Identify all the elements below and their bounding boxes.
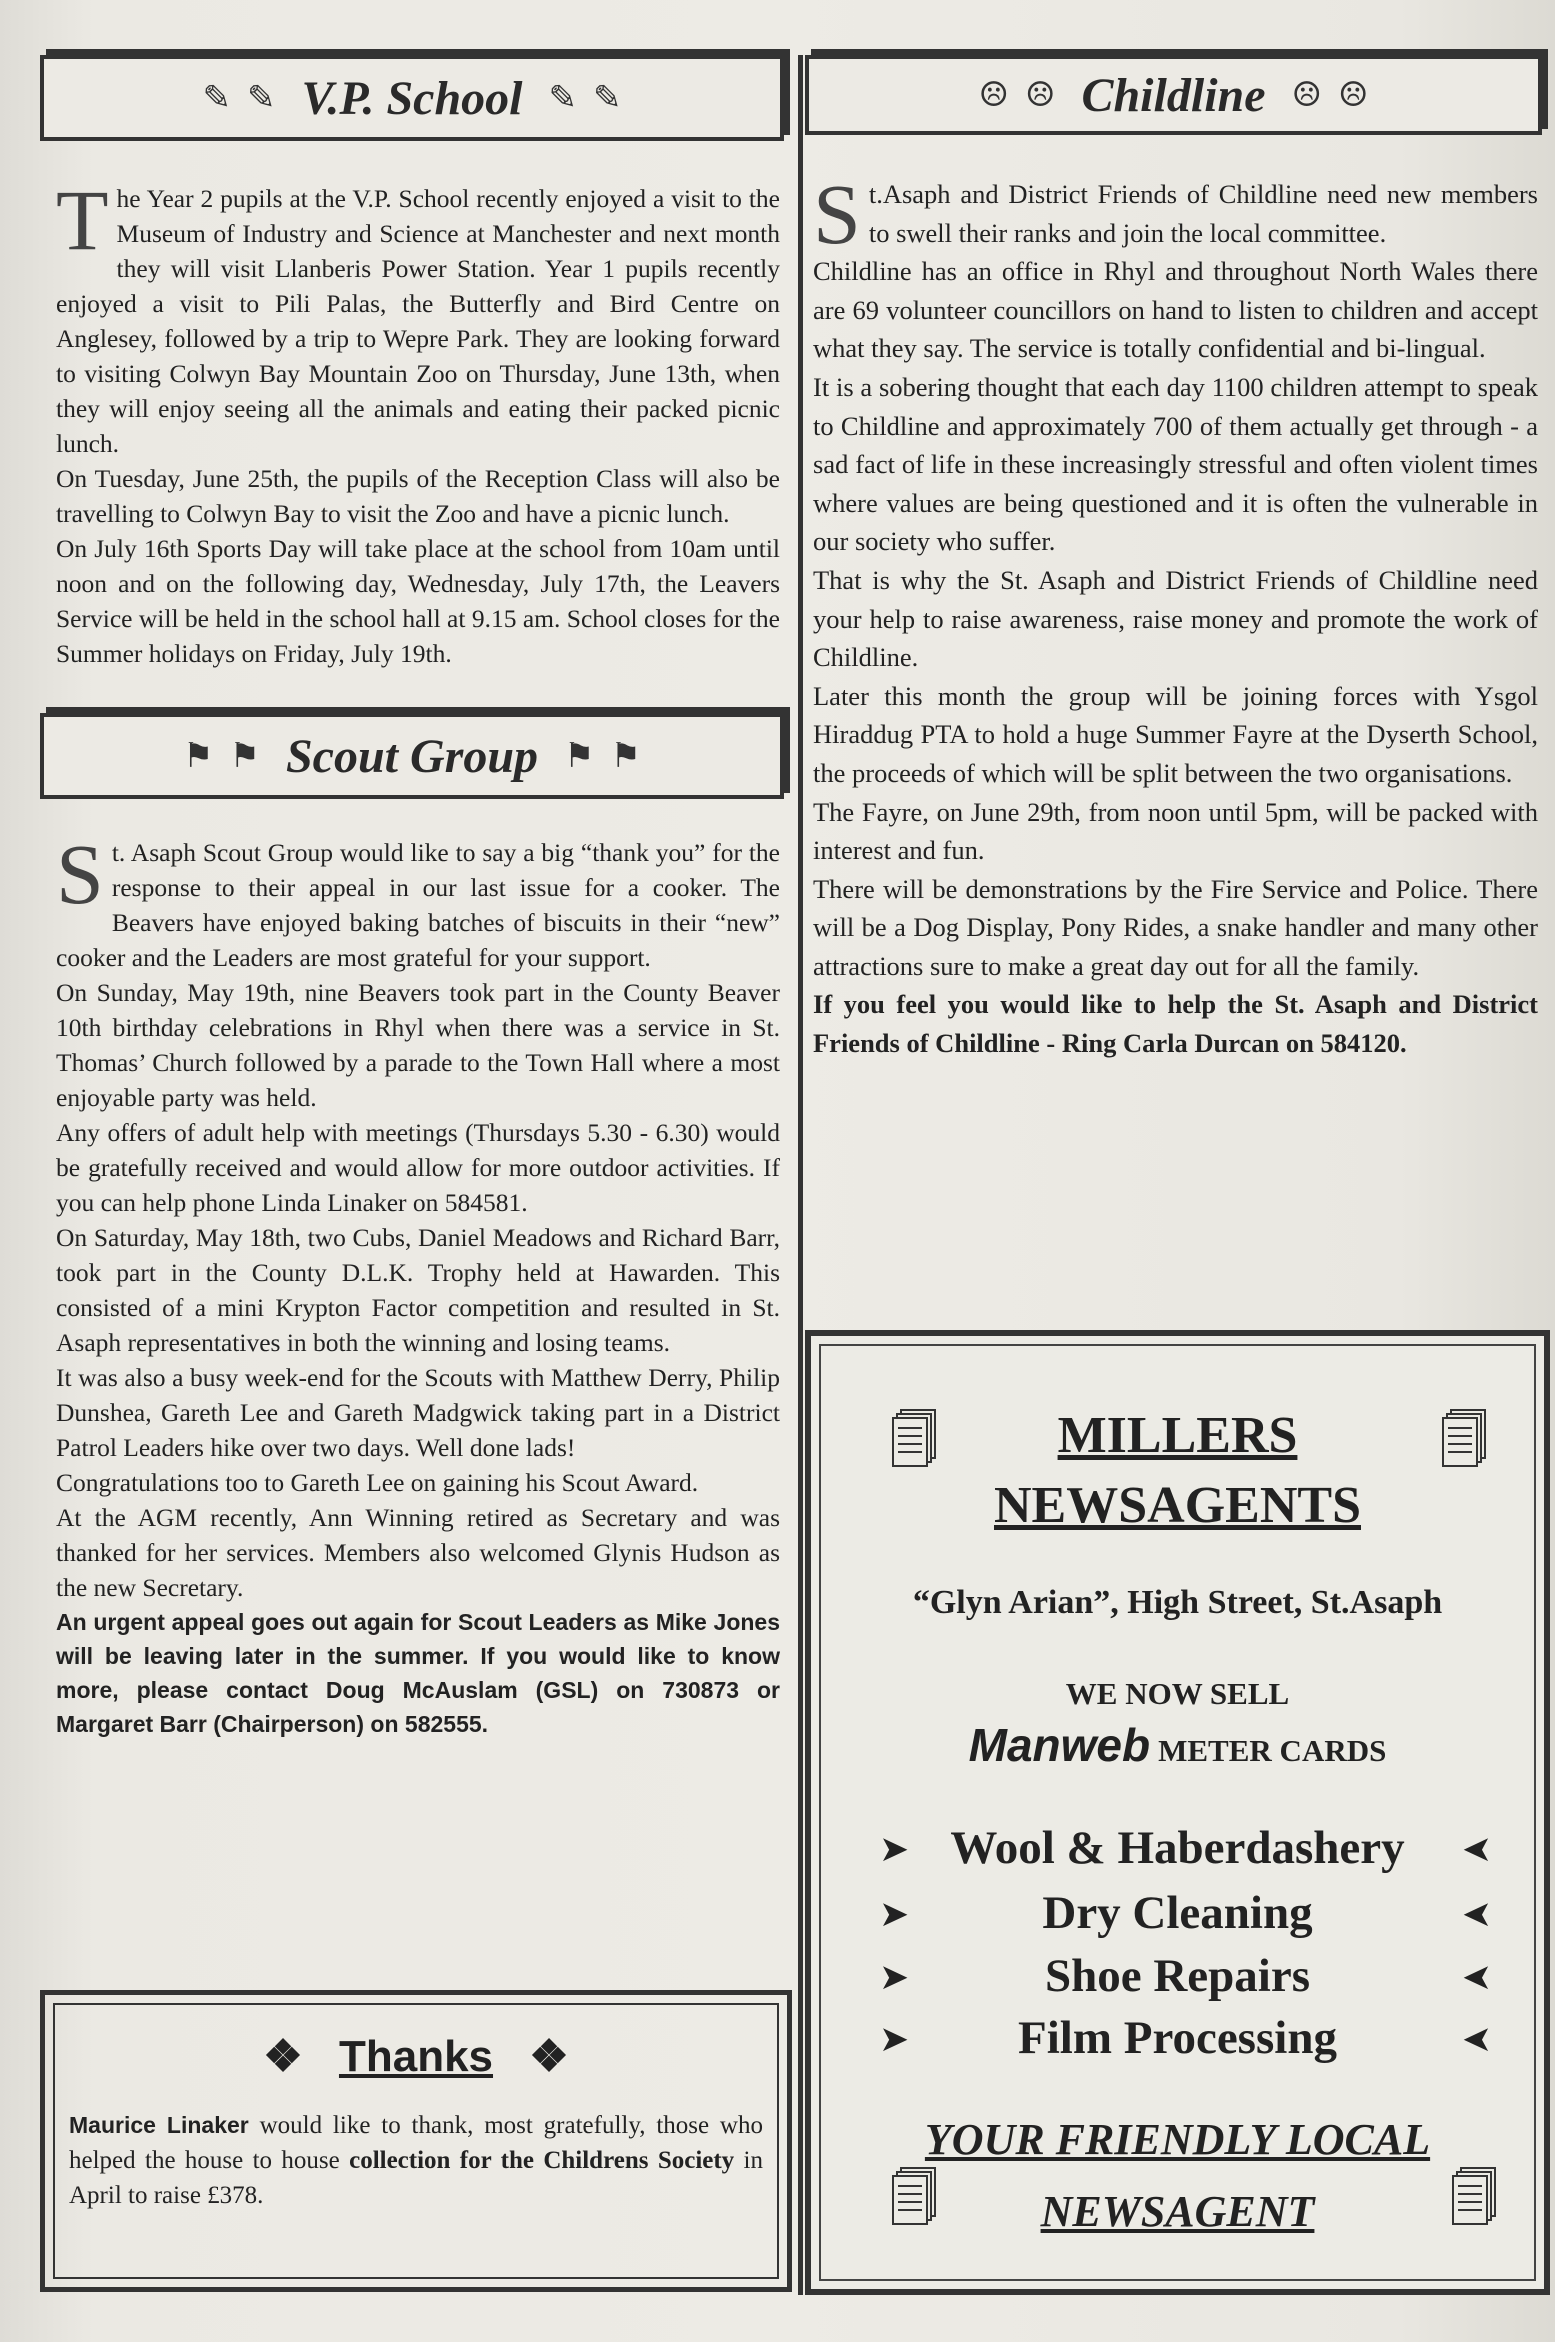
- service-label: Wool & Haberdashery: [950, 1822, 1405, 1874]
- arrowhead-icon: ➤: [879, 1894, 910, 1934]
- arrowhead-icon: ➤: [1461, 1829, 1492, 1869]
- left-column: [40, 55, 792, 1741]
- paragraph: It is a sobering thought that each day 1100 children attempt to speak to Childline and approximately 700 of them actually get through - a sad fact of life in these increasingly stressful and often violent times where values are being questioned and it is often the vulnerable in our society who suffer.: [813, 371, 1538, 557]
- drop-cap: S: [813, 166, 861, 262]
- sad-face-icon: ☹: [1338, 77, 1369, 114]
- manweb-brand: Manweb: [968, 1719, 1151, 1771]
- vp-school-article: [40, 172, 792, 671]
- thanks-name: Maurice Linaker: [69, 2112, 249, 2138]
- arrowhead-icon: ➤: [1461, 1957, 1492, 1997]
- thanks-text: in April to raise £378.: [69, 2147, 763, 2209]
- thanks-inner-frame: [53, 2003, 779, 2279]
- newspaper-stack-icon: [1451, 2166, 1499, 2228]
- thanks-bold-text: collection for the Childrens Society: [349, 2147, 735, 2174]
- right-column: [805, 55, 1550, 1063]
- service-label: Dry Cleaning: [1042, 1887, 1313, 1939]
- arrowhead-icon: ➤: [1461, 2019, 1492, 2059]
- service-item: [821, 1818, 1534, 1878]
- arrowhead-icon: ➤: [879, 1829, 910, 1869]
- diamond-icon: ❖: [529, 2032, 569, 2081]
- service-item: [821, 2008, 1534, 2068]
- pencil-icon: ✎: [548, 80, 577, 117]
- advert-tagline: YOUR FRIENDLY LOCAL: [924, 2115, 1431, 2164]
- diamond-icon: ❖: [263, 2032, 303, 2081]
- flag-icon: ⚑: [229, 738, 260, 775]
- thanks-box: [40, 1990, 792, 2292]
- paragraph: t. Asaph Scout Group would like to say a big “thank you” for the response to their appeal in our last issue for a cooker. The Beavers have enjoyed baking batches of biscuits in their “new” cooker and the Leaders are most grateful for your support.: [56, 838, 780, 972]
- pencil-icon: ✎: [247, 80, 276, 117]
- sad-face-icon: ☹: [1291, 77, 1323, 114]
- paragraph: It was also a busy week-end for the Scouts with Matthew Derry, Philip Dunshea, Gareth Lee and Gareth Madgwick taking part in a District Patrol Leaders hike over two days. Well done lads!: [56, 1363, 780, 1462]
- paragraph: Childline has an office in Rhyl and throughout North Wales there are 69 volunteer councillors on hand to listen to children and accept what they say. The service is totally confidential and bi-lingual.: [813, 256, 1538, 364]
- paragraph: On July 16th Sports Day will take place at the school from 10am until noon and on the following day, Wednesday, July 17th, the Leavers Service will be held in the school hall at 9.15 am. School closes for the Summer holidays on Friday, July 19th.: [56, 534, 780, 668]
- thanks-title: Thanks: [338, 2032, 494, 2081]
- thanks-text: would like to thank, most gratefully, those who helped the house to house: [69, 2112, 763, 2174]
- service-label: Shoe Repairs: [1044, 1950, 1311, 2002]
- advert-meter-cards: [821, 1718, 1534, 1772]
- advert-inner-frame: [819, 1344, 1536, 2281]
- scout-group-banner: [40, 713, 784, 799]
- paragraph: On Tuesday, June 25th, the pupils of the Reception Class will also be travelling to Colwyn Bay to visit the Zoo and have a picnic lunch.: [56, 464, 780, 528]
- paragraph: The Fayre, on June 29th, from noon until 5pm, will be packed with interest and fun.: [813, 796, 1538, 866]
- advert-title: MILLERS: [1057, 1407, 1298, 1464]
- urgent-appeal: An urgent appeal goes out again for Scout Leaders as Mike Jones will be leaving later in the summer. If you would like to know more, please contact Doug McAuslam (GSL) on 730873 or Margaret Barr (Chairperson) on 582555.: [56, 1609, 780, 1737]
- vp-school-banner: [40, 55, 784, 141]
- paragraph: There will be demonstrations by the Fire Service and Police. There will be a Dog Display, Pony Rides, a snake handler and many other attractions sure to make a great day out for all the family.: [813, 873, 1538, 981]
- childline-banner: [805, 55, 1542, 135]
- flag-icon: ⚑: [610, 738, 641, 775]
- childline-article: [805, 166, 1550, 1063]
- vp-school-title: V.P. School: [301, 71, 523, 125]
- scout-group-article: [40, 826, 792, 1741]
- arrowhead-icon: ➤: [879, 1957, 910, 1997]
- flag-icon: ⚑: [564, 738, 595, 775]
- column-divider: [798, 55, 803, 2295]
- service-item: [821, 1883, 1534, 1943]
- paragraph: Any offers of adult help with meetings (Thursdays 5.30 - 6.30) would be gratefully received and would allow for more outdoor activities. If you can help phone Linda Linaker on 584581.: [56, 1118, 780, 1217]
- service-item: [821, 1946, 1534, 2006]
- flag-icon: ⚑: [182, 738, 214, 775]
- meter-cards-label: METER CARDS: [1158, 1733, 1387, 1768]
- drop-cap: S: [56, 826, 104, 922]
- arrowhead-icon: ➤: [1461, 1894, 1492, 1934]
- arrowhead-icon: ➤: [879, 2019, 910, 2059]
- advert-now-sell: WE NOW SELL: [1065, 1676, 1290, 1711]
- thanks-body: [55, 2082, 777, 2213]
- childline-contact: If you feel you would like to help the St. Asaph and District Friends of Childline - Ring Carla Durcan on 584120.: [813, 989, 1538, 1059]
- childline-title: Childline: [1081, 68, 1266, 122]
- pencil-icon: ✎: [202, 80, 231, 117]
- service-label: Film Processing: [1018, 2012, 1337, 2064]
- paragraph: At the AGM recently, Ann Winning retired as Secretary and was thanked for her services. Members also welcomed Glynis Hudson as the new Secretary.: [56, 1503, 780, 1602]
- millers-advert: [805, 1330, 1550, 2295]
- advert-title: NEWSAGENTS: [994, 1477, 1361, 1534]
- advert-tagline: NEWSAGENT: [1040, 2187, 1315, 2236]
- paragraph: Congratulations too to Gareth Lee on gaining his Scout Award.: [56, 1468, 699, 1497]
- drop-cap: T: [56, 172, 109, 268]
- paragraph: t.Asaph and District Friends of Childline need new members to swell their ranks and join the local committee.: [868, 179, 1538, 248]
- pencil-icon: ✎: [593, 80, 622, 117]
- paragraph: On Saturday, May 18th, two Cubs, Daniel Meadows and Richard Barr, took part in the County D.L.K. Trophy held at Hawarden. This consisted of a mini Krypton Factor competition and resulted in St. Asaph representatives in both the winning and losing teams.: [56, 1223, 780, 1357]
- scout-group-title: Scout Group: [285, 729, 539, 783]
- paragraph: That is why the St. Asaph and District Friends of Childline need your help to raise awareness, raise money and promote the work of Childline.: [813, 564, 1538, 673]
- paragraph: he Year 2 pupils at the V.P. School recently enjoyed a visit to the Museum of Industry and Science at Manchester and next month they will visit Llanberis Power Station. Year 1 pupils recently enjoyed a visit to Pili Palas, the Butterfly and Bird Centre on Anglesey, followed by a trip to Wepre Park. They are looking forward to visiting Colwyn Bay Mountain Zoo on Thursday, June 13th, when they will enjoy seeing all the animals and eating their packed picnic lunch.: [56, 184, 780, 458]
- paragraph: On Sunday, May 19th, nine Beavers took part in the County Beaver 10th birthday celebrations in Rhyl when there was a service in St. Thomas’ Church followed by a parade to the Town Hall where a most enjoyable party was held.: [56, 978, 780, 1112]
- sad-face-icon: ☹: [978, 77, 1009, 114]
- paragraph: Later this month the group will be joining forces with Ysgol Hiraddug PTA to hold a huge Summer Fayre at the Dyserth School, the proceeds of which will be split between the two organisations.: [813, 680, 1538, 788]
- advert-address: “Glyn Arian”, High Street, St.Asaph: [912, 1584, 1443, 1621]
- thanks-heading: [55, 2031, 777, 2082]
- sad-face-icon: ☹: [1024, 77, 1056, 114]
